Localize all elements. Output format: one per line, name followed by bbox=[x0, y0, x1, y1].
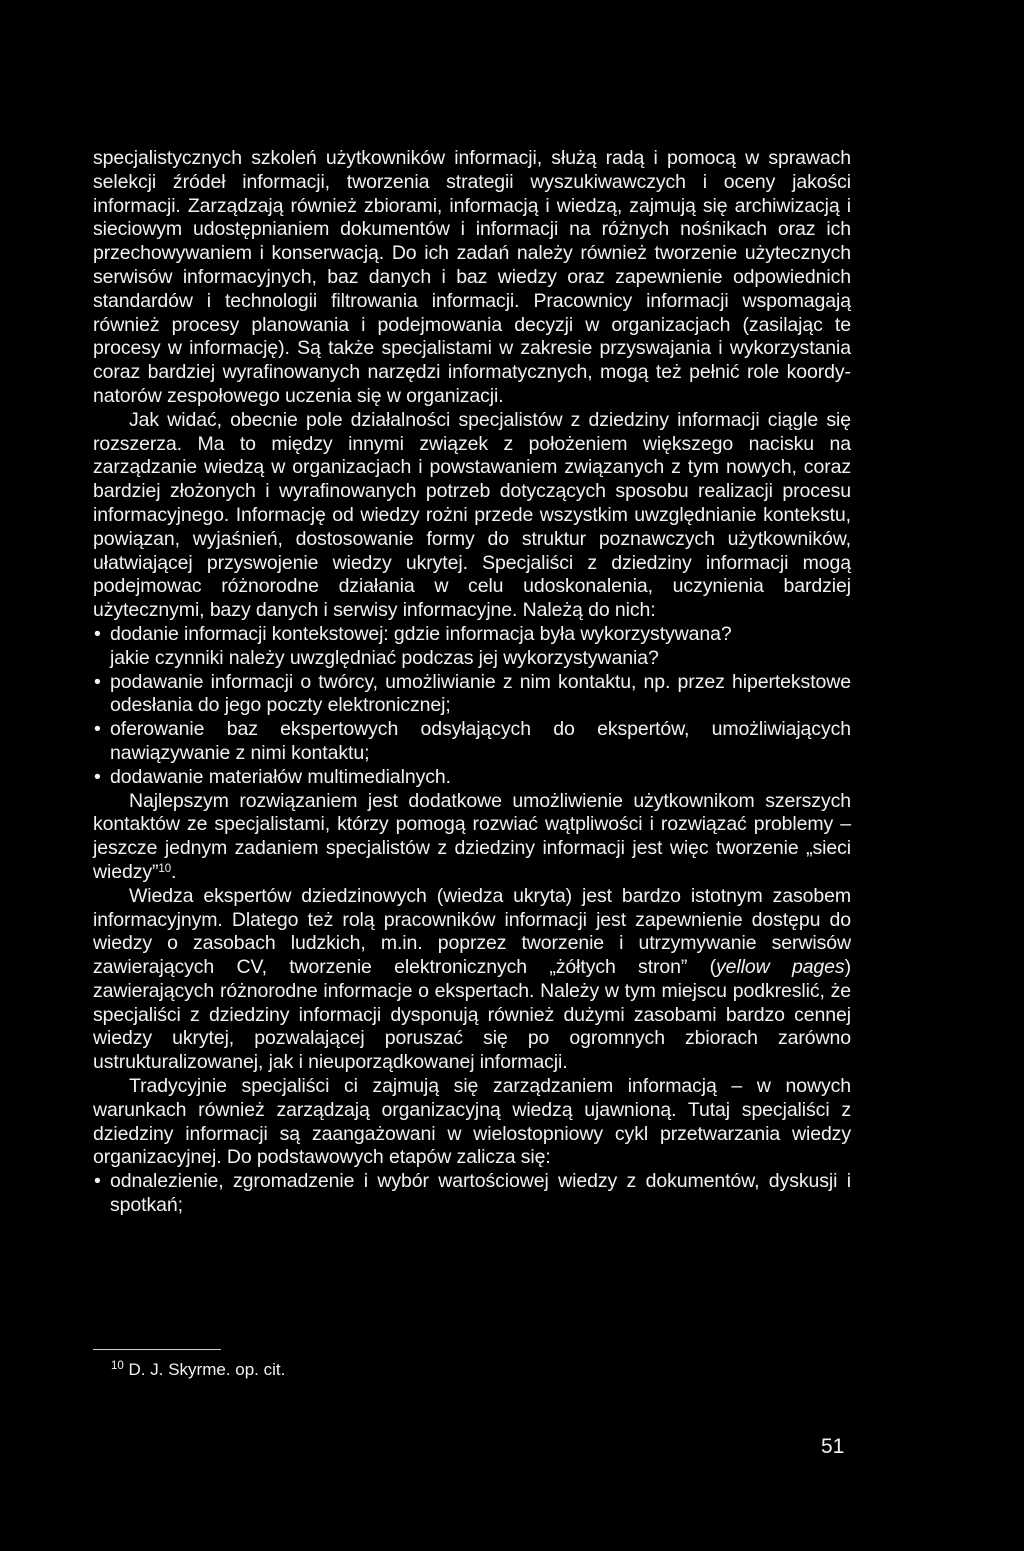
list-item bbox=[93, 718, 851, 766]
list-item bbox=[93, 766, 851, 790]
paragraph-3-end: . bbox=[171, 860, 177, 883]
paragraph-2: Jak widać, obecnie pole działalności specjalistów z dziedziny informacji ciągle się rozszerza. Ma to między innymi związek z położeniem większego nacisku na zarządzanie wiedzą w organizacjach i powstawaniem związanych z tym nowych, coraz bardziej złożonych i wyrafinowanych potrzeb dotyczących sposobu realizacji procesu informacyjnego. Informację od wiedzy rożni przede wszystkim uwzględnianie kontekstu, powiązan, wyjaśnień, dostosowanie formy do struktur poznawczych użytkowników, ułatwiającej przyswojenie wiedzy ukrytej. Specjaliści z dziedziny informacji mogą podejmowac różnorodne działania w celu udoskonalenia, uczynienia bardziej użytecznymi, bazy danych i serwisy informacyjne. Należą do nich: bbox=[93, 408, 851, 622]
list-item bbox=[93, 671, 851, 719]
list-item-text: odnalezienie, zgromadzenie i wybór wartościowej wiedzy z dokumentów, dyskusji i spotkań; bbox=[110, 1170, 851, 1217]
footnote bbox=[111, 1359, 285, 1381]
list-item-text: dodawanie materiałów multimedialnych. bbox=[110, 765, 451, 788]
paragraph-4-italic: yellow pages bbox=[716, 956, 845, 979]
footnote-number: 10 bbox=[111, 1360, 124, 1372]
paragraph-5: Tradycyjnie specjaliści ci zajmują się zarządzaniem informacją – w nowych warunkach również zarządzają organizacyjną wiedzą ujawnioną. Tutaj specjaliści z dziedziny informacji są zaangażowani w wielostopniowy cykl przetwarzania wiedzy organizacyjnej. Do podstawowych etapów zalicza się: bbox=[93, 1075, 851, 1169]
page-number: 51 bbox=[821, 1435, 845, 1458]
paragraph-3-text: Najlepszym rozwiązaniem jest dodatkowe umożliwienie użytkownikom szerszych kontaktów ze specjalistami, którzy pomogą rozwiać wątpliwości i rozwiązać problemy – jeszcze jednym zadaniem specjalistów z dziedziny informacji jest więc tworzenie „sieci wiedzy” bbox=[93, 789, 851, 883]
list-item-text: oferowanie baz ekspertowych odsyłających do ekspertów, umożliwiających nawiązywanie z nimi kontaktu; bbox=[110, 718, 851, 764]
bullet-list-2 bbox=[93, 1170, 851, 1218]
bullet-list-1 bbox=[93, 623, 851, 790]
paragraph-3 bbox=[93, 790, 851, 885]
page-body bbox=[93, 147, 851, 1218]
footnote-text: D. J. Skyrme. op. cit. bbox=[123, 1360, 286, 1379]
paragraph-1: specjalistycznych szkoleń użytkowników informacji, służą radą i pomocą w sprawach selekcji źródeł informacji, tworzenia strategii wyszukiwawczych i oceny jakości informacji. Zarządzają również zbiorami, informacją i wiedzą, zajmują się archiwizacją i sieciowym udostępnianiem dokumentów i informacji na różnych nośnikach oraz ich przechowywaniem i konserwacją. Do ich zadań należy również tworzenie użytecznych serwisów informacyjnych, baz danych i baz wiedzy oraz zapewnienie odpowiednich standardów i technologii filtrowania informacji. Pracownicy informacji wspomagają również procesy planowania i podejmowania decyzji w organizacjach (zasilając te procesy w informację). Są także specjalistami w zakresie przyswajania i wykorzystania coraz bardziej wyrafinowanych narzędzi informatycznych, mogą też pełnić role koordynatorów zespołowego uczenia się w organizacji. bbox=[93, 147, 851, 407]
list-item-text: podawanie informacji o twórcy, umożliwianie z nim kontaktu, np. przez hipertekstowe odesłania do jego poczty elektronicznej; bbox=[110, 670, 851, 717]
list-item-continuation: jakie czynniki należy uwzględniać podczas jej wykorzystywania? bbox=[110, 646, 659, 669]
paragraph-4-text-b: ) zawierających różnorodne informacje o ekspertach. Należy w tym miejscu podkreslić, że specjaliści z dziedziny informacji dysponują również dużymi zasobami bardzo cennej wiedzy ukrytej, pozwalającej poruszać się po ogromnych zbiorach zarówno ustrukturalizowanej, jak i nieuporządkowanej informacji. bbox=[93, 956, 851, 1074]
paragraph-4 bbox=[93, 885, 851, 1075]
list-item bbox=[93, 623, 851, 671]
paragraph-4-text-a: Wiedza ekspertów dziedzinowych (wiedza ukryta) jest bardzo istotnym zasobem informacyjnym. Dlatego też rolą pracowników informacji jest zapewnienie dostępu do wiedzy o zasobach ludzkich, m.in. poprzez tworzenie i utrzymywanie serwisów zawierających CV, tworzenie elektronicznych „żółtych stron” ( bbox=[93, 884, 851, 979]
footnote-divider bbox=[93, 1349, 221, 1350]
footnote-reference: 10 bbox=[158, 862, 171, 875]
list-item-text: dodanie informacji kontekstowej: gdzie informacja była wykorzystywana? bbox=[110, 622, 732, 645]
list-item bbox=[93, 1170, 851, 1218]
